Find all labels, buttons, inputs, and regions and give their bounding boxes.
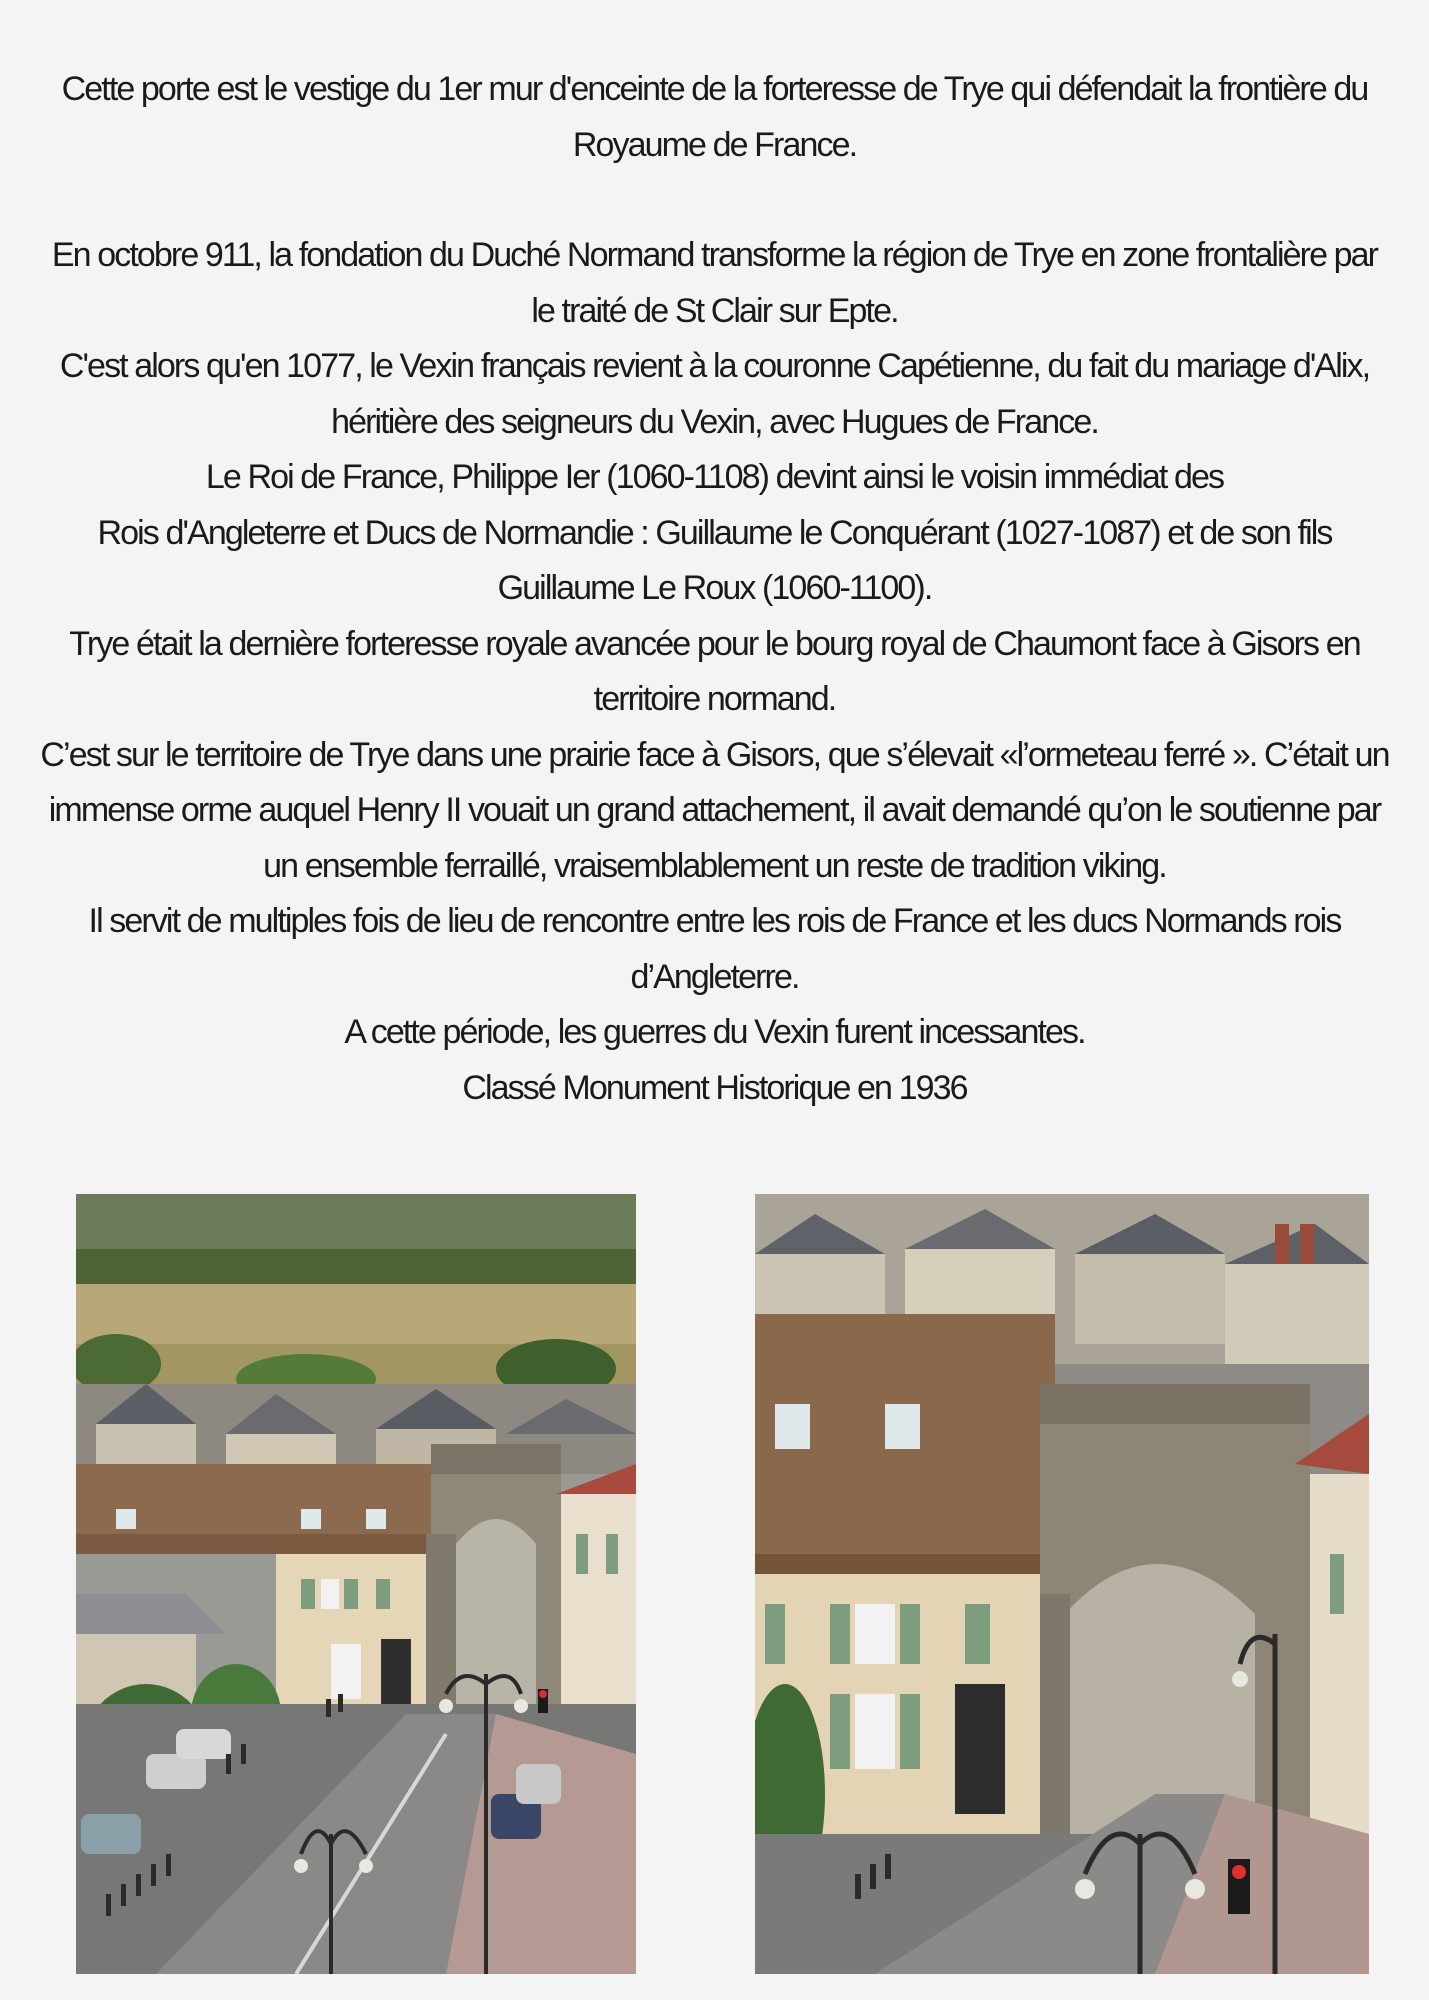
- intro-paragraph: Cette porte est le vestige du 1er mur d'enceinte de la forteresse de Trye qui défendait la frontière du Royaume de France.: [61, 70, 1368, 164]
- paragraph-forteresse: Trye était la dernière forteresse royale avancée pour le bourg royal de Chaumont face à Gisors en territoire normand.: [69, 624, 1360, 718]
- paragraph-rois-angleterre: Rois d'Angleterre et Ducs de Normandie : Guillaume le Conquérant (1027-1087) et de son fils Guillaume Le Roux (1060-1100).: [97, 513, 1332, 607]
- photo-gate-close-view: [755, 1194, 1369, 1974]
- paragraph-duche: En octobre 911, la fondation du Duché Normand transforme la région de Trye en zone frontalière par le traité de St Clair sur Epte.: [51, 236, 1378, 330]
- photo-gate-wide-view: [76, 1194, 636, 1974]
- paragraph-rencontre: Il servit de multiples fois de lieu de rencontre entre les rois de France et les ducs Normands rois d’Angleterre.: [88, 902, 1341, 996]
- article-text: [40, 62, 1389, 1116]
- paragraph-classement: Classé Monument Historique en 1936: [462, 1068, 967, 1107]
- paragraph-gap: [40, 173, 1389, 228]
- paragraph-vexin: C'est alors qu'en 1077, le Vexin français revient à la couronne Capétienne, du fait du mariage d'Alix, héritière des seigneurs du Vexin, avec Hugues de France.: [59, 347, 1370, 441]
- paragraph-ormeteau: C’est sur le territoire de Trye dans une prairie face à Gisors, que s’élevait «l’ormeteau ferré ». C’était un immense orme auquel Henry II vouait un grand attachement, il avait demandé qu’on le soutienne par un ensemble ferraillé, vraisemblablement un reste de tradition viking.: [40, 735, 1389, 885]
- paragraph-guerres: A cette période, les guerres du Vexin furent incessantes.: [344, 1013, 1085, 1051]
- paragraph-philippe: Le Roi de France, Philippe Ier (1060-1108) devint ainsi le voisin immédiat des: [205, 458, 1224, 496]
